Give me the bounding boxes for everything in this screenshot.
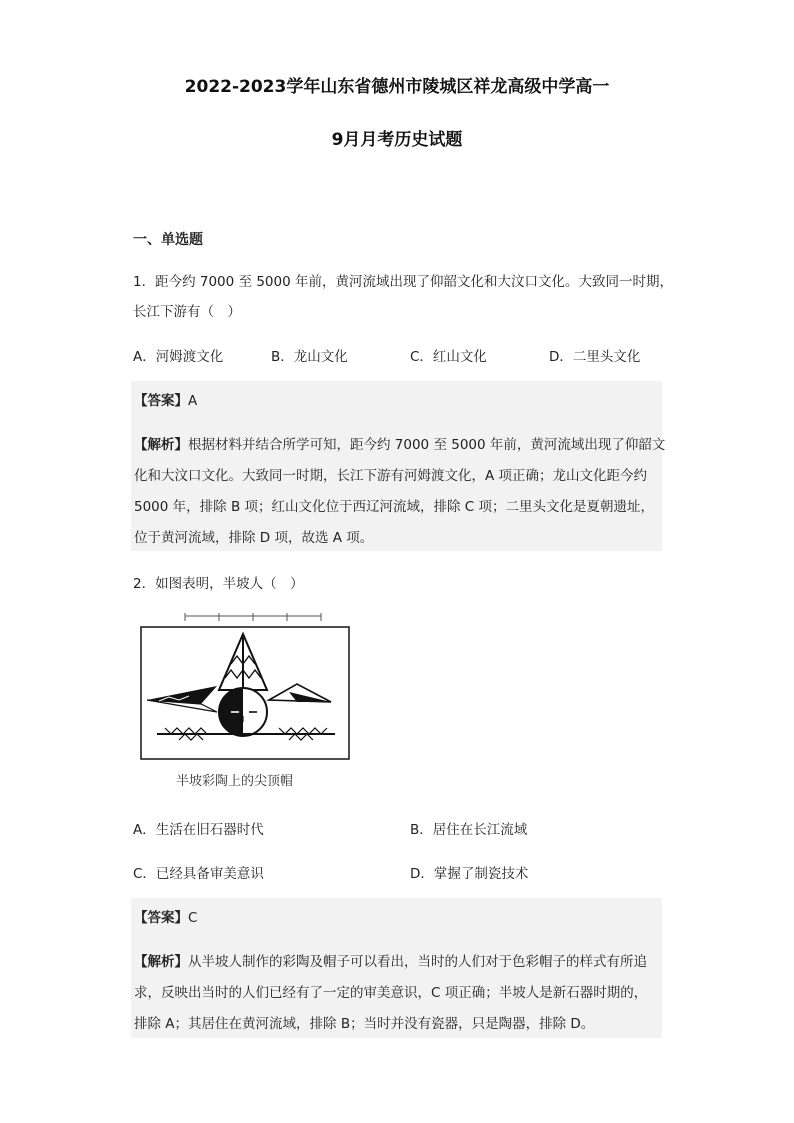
q2-answer-tag: 【答案】 xyxy=(134,910,188,926)
q1-answer-row xyxy=(134,389,197,409)
pointed-hat-pottery-figure xyxy=(139,612,353,762)
document-title-line2: 9月月考历史试题 xyxy=(331,130,463,150)
q2-analysis-line1 xyxy=(134,950,647,970)
q1-answer-tag: 【答案】 xyxy=(134,393,188,409)
section-heading: 一、单选题 xyxy=(133,232,203,248)
q1-answer-box xyxy=(131,381,666,551)
q2-answer-value: C xyxy=(188,910,198,926)
q2-option-d: D．掌握了制瓷技术 xyxy=(410,866,529,882)
q2-analysis-line3: 排除 A；其居住在黄河流域，排除 B；当时并没有瓷器，只是陶器，排除 D。 xyxy=(134,1016,595,1032)
figure-caption: 半坡彩陶上的尖顶帽 xyxy=(176,774,294,789)
q2-analysis-text1: 从半坡人制作的彩陶及帽子可以看出，当时的人们对于色彩帽子的样式有所追 xyxy=(188,954,647,970)
q2-option-c: C．已经具备审美意识 xyxy=(133,866,264,882)
q1-answer-value: A xyxy=(188,393,198,409)
q2-option-b: B．居住在长江流域 xyxy=(410,822,528,838)
q1-option-c: C．红山文化 xyxy=(410,349,487,365)
q2-analysis-line2: 求，反映出当时的人们已经有了一定的审美意识，C 项正确；半坡人是新石器时期的， xyxy=(134,985,648,1001)
q1-analysis-line4: 位于黄河流域，排除 D 项，故选 A 项。 xyxy=(134,530,374,546)
q2-answer-box xyxy=(131,898,662,1038)
q1-analysis-line1 xyxy=(134,433,665,453)
q1-stem-line2: 长江下游有（ ） xyxy=(133,304,241,320)
q2-option-a: A．生活在旧石器时代 xyxy=(133,822,264,838)
q2-answer-row xyxy=(134,906,197,926)
q1-analysis-tag: 【解析】 xyxy=(134,437,188,453)
document-title-line1: 2022-2023学年山东省德州市陵城区祥龙高级中学高一 xyxy=(184,77,610,97)
q1-option-d: D．二里头文化 xyxy=(549,349,641,365)
q1-stem-line1: 1．距今约 7000 至 5000 年前，黄河流域出现了仰韶文化和大汶口文化。大致同一时期， xyxy=(133,274,673,290)
q1-analysis-text1: 根据材料并结合所学可知，距今约 7000 至 5000 年前，黄河流域出现了仰韶文 xyxy=(188,437,666,453)
q2-analysis-tag: 【解析】 xyxy=(134,954,188,970)
q1-analysis-line3: 5000 年，排除 B 项；红山文化位于西辽河流域，排除 C 项；二里头文化是夏朝遗址， xyxy=(134,499,654,515)
q1-analysis-line2: 化和大汶口文化。大致同一时期，长江下游有河姆渡文化，A 项正确；龙山文化距今约 xyxy=(134,468,648,484)
q2-stem: 2．如图表明，半坡人（ ） xyxy=(133,576,304,592)
q1-option-b: B．龙山文化 xyxy=(271,349,348,365)
q1-option-a: A．河姆渡文化 xyxy=(133,349,224,365)
